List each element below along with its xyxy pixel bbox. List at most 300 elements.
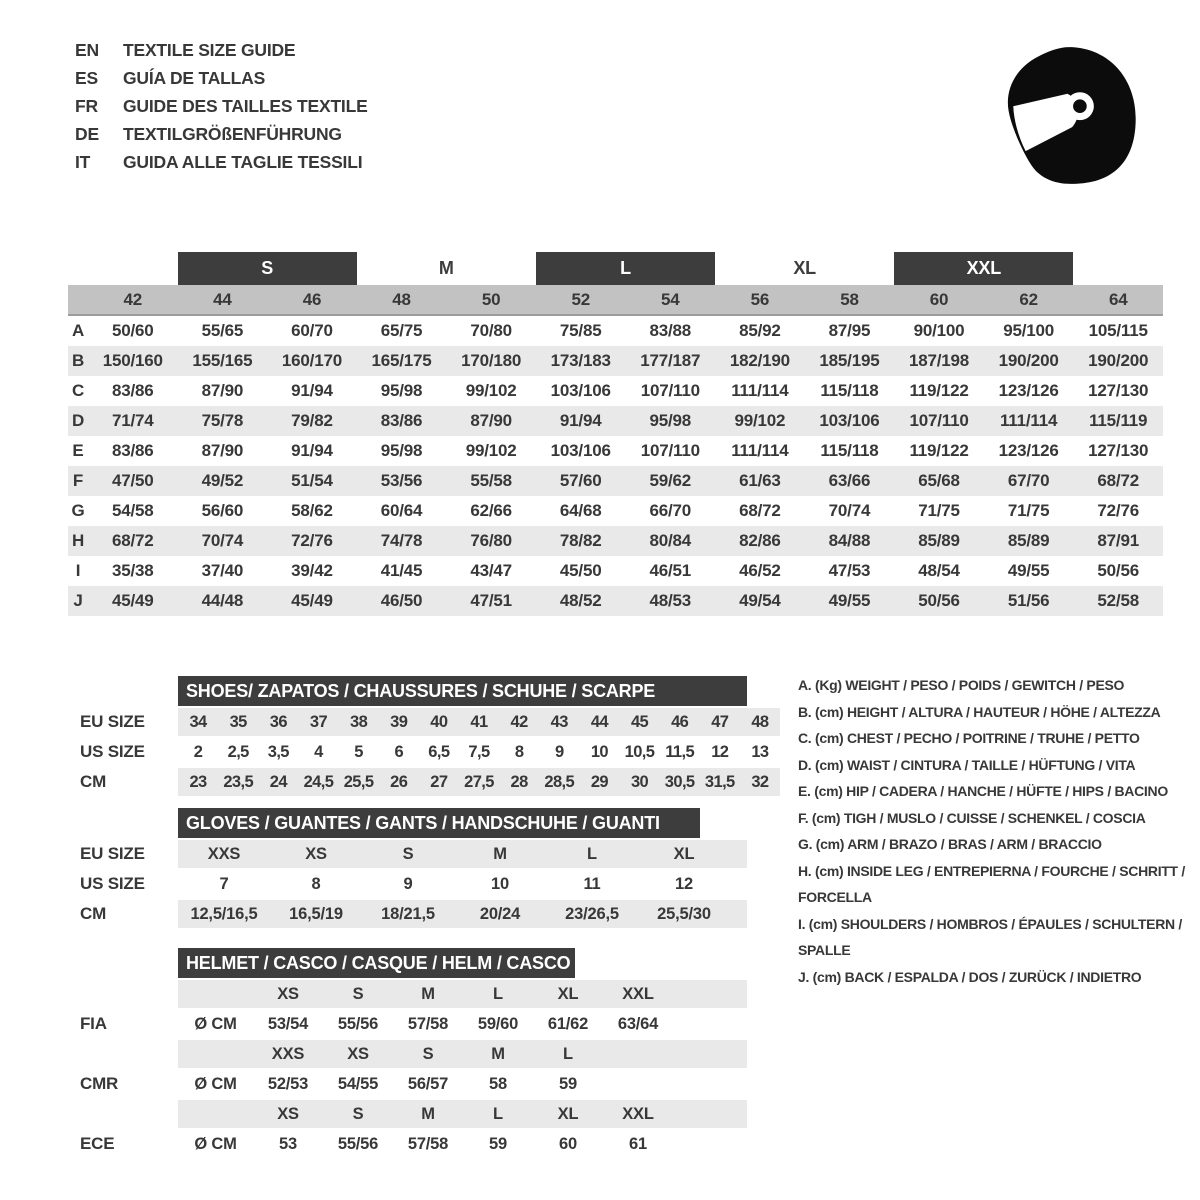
row-value: 59	[489, 1134, 507, 1153]
row-label: EU SIZE	[80, 712, 145, 731]
gloves-title-bar: GLOVES / GUANTES / GANTS / HANDSCHUHE / GUANTI	[178, 808, 700, 838]
row-letter: I	[75, 561, 81, 580]
row-value: 71/75	[918, 501, 960, 520]
helmet-size-row	[68, 1040, 747, 1068]
legend-item: B. (cm) HEIGHT / ALTURA / HAUTEUR / HÖHE / ALTEZZA	[798, 703, 1161, 720]
row-value: 50/56	[918, 591, 960, 610]
table-row	[68, 556, 1163, 586]
row-value: 177/187	[640, 351, 701, 370]
row-value: 23/26,5	[565, 904, 619, 923]
row-value: 59/62	[649, 471, 692, 490]
row-value: 24	[269, 772, 287, 791]
row-value: 49/52	[201, 471, 244, 490]
row-letter: C	[71, 381, 85, 400]
size-label: XS	[277, 984, 299, 1003]
row-value: 99/102	[734, 411, 786, 430]
size-number: 60	[929, 289, 949, 309]
row-value: 111/114	[731, 441, 789, 460]
size-label: L	[563, 1044, 573, 1063]
row-value: 11,5	[665, 742, 695, 761]
row-value: 6,5	[428, 742, 450, 761]
row-value: 49/54	[739, 591, 781, 610]
row-value: 10,5	[624, 742, 655, 761]
row-value: 61	[629, 1134, 647, 1153]
row-letter: D	[71, 411, 85, 430]
row-label: CM	[80, 904, 107, 923]
language-list	[75, 36, 368, 176]
row-value: 83/86	[112, 441, 154, 460]
size-number: 50	[481, 289, 501, 309]
row-value: 30	[630, 772, 649, 791]
row-value: 8	[514, 742, 524, 761]
row-value: 115/118	[820, 441, 879, 460]
row-value: 87/90	[470, 411, 512, 430]
row-value: 150/160	[102, 351, 163, 370]
row-value: 91/94	[291, 441, 333, 460]
row-label	[68, 1100, 178, 1128]
row-value: 36	[269, 712, 287, 731]
row-value: 70/74	[201, 531, 244, 550]
row-value: 27,5	[464, 772, 494, 791]
size-label: S	[422, 1044, 434, 1063]
row-label: CM	[80, 772, 107, 791]
row-value: 49/55	[828, 591, 871, 610]
standard-label: FIA	[80, 1014, 107, 1033]
helmet-section	[68, 948, 747, 1158]
row-value: 12	[675, 874, 693, 893]
row-value: 37	[309, 712, 328, 731]
row-value: 7	[219, 874, 229, 893]
racing-helmet-icon	[990, 33, 1145, 198]
language-row	[75, 148, 368, 176]
row-value: 6	[394, 742, 404, 761]
row-value: 2	[193, 742, 203, 761]
row-value: 75/85	[559, 321, 602, 340]
legend-item: F. (cm) TIGH / MUSLO / CUISSE / SCHENKEL / COSCIA	[798, 809, 1146, 826]
row-value: 11	[583, 874, 601, 893]
row-letter: J	[73, 591, 83, 610]
row-value: 48	[751, 712, 769, 731]
row-value: 187/198	[909, 351, 970, 370]
row-value: 79/82	[291, 411, 333, 430]
row-value: 190/200	[1088, 351, 1149, 370]
gloves-section	[68, 808, 747, 928]
gloves-row	[68, 870, 747, 898]
row-value: 82/86	[739, 531, 781, 550]
row-value: 115/118	[820, 381, 879, 400]
row-letter: F	[72, 471, 84, 490]
helmet-value-row	[68, 1070, 747, 1098]
row-band	[178, 1070, 747, 1098]
row-value: 83/86	[112, 381, 154, 400]
legend-item: H. (cm) INSIDE LEG / ENTREPIERNA / FOURCHE / SCHRITT / FORCELLA	[798, 862, 1185, 905]
row-value: 57/58	[407, 1134, 449, 1153]
row-value: 60/70	[291, 321, 333, 340]
helmet-title-bar: HELMET / CASCO / CASQUE / HELM / CASCO	[178, 948, 575, 978]
row-value: 64/68	[559, 501, 602, 520]
row-value: 56/60	[201, 501, 244, 520]
row-value: 2,5	[227, 742, 249, 761]
row-value: 20/24	[479, 904, 521, 923]
row-value: 32	[751, 772, 769, 791]
row-value: 12,5/16,5	[190, 904, 258, 923]
row-value: 9	[554, 742, 564, 761]
row-value: 28	[510, 772, 528, 791]
row-value: 47/53	[828, 561, 871, 580]
size-group-xl: XL	[793, 258, 816, 278]
table-row	[68, 316, 1163, 346]
row-label	[68, 980, 178, 1008]
row-value: 50/56	[1097, 561, 1139, 580]
row-value: 90/100	[913, 321, 965, 340]
row-value: 83/86	[380, 411, 423, 430]
helmet-rows	[68, 980, 747, 1158]
size-group-s: S	[178, 252, 357, 285]
row-value: 47/51	[470, 591, 512, 610]
row-value: 99/102	[465, 381, 517, 400]
row-value: 16,5/19	[289, 904, 343, 923]
size-number: 54	[661, 289, 680, 309]
row-value: 28,5	[544, 772, 575, 791]
size-group-l: L	[536, 252, 715, 285]
shoes-row	[68, 738, 780, 766]
row-value: 41	[470, 712, 488, 731]
row-value: 57/58	[407, 1014, 449, 1033]
row-value: 85/92	[739, 321, 781, 340]
row-value: 71/75	[1007, 501, 1050, 520]
row-value: 25,5	[343, 772, 374, 791]
row-value: 52/53	[267, 1074, 309, 1093]
row-value: 54/55	[337, 1074, 379, 1093]
size-number: 56	[750, 289, 770, 309]
row-value: 37/40	[201, 561, 244, 580]
row-value: 95/98	[649, 411, 692, 430]
row-value: 10	[590, 742, 608, 761]
row-value: 24,5	[303, 772, 334, 791]
row-value: 95/98	[380, 441, 423, 460]
row-value: 12	[711, 742, 729, 761]
row-value: 58	[489, 1074, 507, 1093]
row-value: 123/126	[998, 441, 1059, 460]
language-row	[75, 36, 368, 64]
row-value: 52/58	[1097, 591, 1139, 610]
unit-cell: Ø CM	[194, 1074, 237, 1093]
row-value: 59/60	[477, 1014, 519, 1033]
row-value: XS	[305, 844, 327, 863]
row-value: 23	[189, 772, 207, 791]
row-value: 30,5	[664, 772, 695, 791]
row-value: 47/50	[112, 471, 154, 490]
row-letter: E	[72, 441, 84, 460]
language-row	[75, 92, 368, 120]
row-value: 55/58	[470, 471, 512, 490]
helmet-size-row	[68, 980, 747, 1008]
row-value: 13	[751, 742, 769, 761]
row-value: 45	[630, 712, 649, 731]
row-value: 27	[430, 772, 448, 791]
table-row	[68, 406, 1163, 436]
row-value: 48/53	[649, 591, 692, 610]
row-value: 71/74	[112, 411, 154, 430]
legend-item: E. (cm) HIP / CADERA / HANCHE / HÜFTE / HIPS / BACINO	[798, 783, 1168, 799]
row-value: 39	[390, 712, 408, 731]
row-value: 8	[311, 874, 321, 893]
row-letter: G	[71, 501, 85, 520]
row-value: 4	[314, 742, 323, 761]
shoes-title-bar: SHOES/ ZAPATOS / CHAUSSURES / SCHUHE / SCARPE	[178, 676, 747, 706]
row-value: XL	[673, 844, 695, 863]
textile-size-table	[68, 252, 1163, 616]
size-number-row	[68, 285, 1163, 316]
row-band	[178, 900, 747, 928]
size-label: XXS	[271, 1044, 305, 1063]
legend-item: C. (cm) CHEST / PECHO / POITRINE / TRUHE / PETTO	[798, 730, 1140, 746]
row-band	[178, 1010, 747, 1038]
row-value: 95/98	[380, 381, 423, 400]
row-value: 53	[279, 1134, 297, 1153]
row-value: 46/51	[649, 561, 692, 580]
size-number: 48	[392, 289, 411, 309]
row-value: 55/65	[201, 321, 244, 340]
row-value: 35/38	[112, 561, 154, 580]
row-value: 87/90	[201, 441, 244, 460]
language-label: GUIDA ALLE TAGLIE TESSILI	[123, 152, 363, 172]
row-value: 43	[550, 712, 568, 731]
row-value: 31,5	[704, 772, 735, 791]
row-band	[178, 738, 780, 766]
language-code: FR	[75, 96, 98, 116]
row-value: 87/95	[828, 321, 871, 340]
row-value: 91/94	[291, 381, 333, 400]
shoes-row	[68, 768, 780, 796]
size-number: 44	[213, 289, 232, 309]
table-row	[68, 526, 1163, 556]
row-value: 83/88	[649, 321, 692, 340]
row-value: 62/66	[470, 501, 512, 520]
row-value: 75/78	[201, 411, 244, 430]
row-value: 63/64	[617, 1014, 659, 1033]
row-value: 70/74	[828, 501, 871, 520]
language-label: TEXTILE SIZE GUIDE	[123, 40, 296, 60]
row-band	[178, 768, 780, 796]
standard-label: ECE	[80, 1134, 115, 1153]
legend-item: J. (cm) BACK / ESPALDA / DOS / ZURÜCK / INDIETRO	[798, 968, 1142, 985]
row-band	[178, 708, 780, 736]
table-row	[68, 376, 1163, 406]
table-row	[68, 466, 1163, 496]
row-value: 170/180	[461, 351, 522, 370]
row-value: 107/110	[640, 381, 700, 400]
row-value: 46/50	[380, 591, 423, 610]
row-value: 10	[491, 874, 509, 893]
row-value: 103/106	[819, 411, 880, 430]
table-row	[68, 496, 1163, 526]
size-label: XS	[347, 1044, 369, 1063]
size-group-row	[68, 252, 1163, 285]
size-label: S	[352, 1104, 364, 1123]
row-value: 115/119	[1089, 411, 1148, 430]
row-value: 46/52	[739, 561, 781, 580]
row-band	[178, 1100, 747, 1128]
row-value: 29	[590, 772, 608, 791]
row-value: 56/57	[407, 1074, 449, 1093]
row-value: 72/76	[1097, 501, 1139, 520]
row-value: 58/62	[291, 501, 333, 520]
language-code: IT	[75, 152, 91, 172]
row-value: XXS	[207, 844, 241, 863]
size-label: S	[352, 984, 364, 1003]
row-value: 45/49	[112, 591, 154, 610]
unit-cell: Ø CM	[194, 1014, 237, 1033]
row-value: 55/56	[337, 1134, 379, 1153]
size-number: 58	[840, 289, 859, 309]
row-value: 61/62	[547, 1014, 589, 1033]
row-value: 68/72	[112, 531, 154, 550]
row-value: 127/130	[1088, 381, 1149, 400]
row-value: 160/170	[281, 351, 342, 370]
row-band	[178, 1040, 747, 1068]
size-number: 42	[123, 289, 143, 309]
row-value: 85/89	[918, 531, 960, 550]
corner-cell	[68, 285, 88, 314]
size-number: 52	[571, 289, 590, 309]
size-number: 64	[1108, 289, 1128, 309]
size-number: 62	[1019, 289, 1038, 309]
size-label: M	[421, 1104, 435, 1123]
row-value: 182/190	[729, 351, 790, 370]
row-value: 65/68	[918, 471, 960, 490]
row-value: 18/21,5	[381, 904, 435, 923]
row-value: 23,5	[223, 772, 254, 791]
language-code: DE	[75, 124, 99, 144]
row-value: 68/72	[739, 501, 781, 520]
row-value: 9	[403, 874, 413, 893]
row-value: 95/100	[1003, 321, 1055, 340]
row-value: 51/56	[1007, 591, 1050, 610]
row-value: 107/110	[640, 441, 700, 460]
row-value: 119/122	[909, 381, 969, 400]
row-value: 47	[711, 712, 729, 731]
standard-label: CMR	[80, 1074, 119, 1093]
row-value: 54/58	[112, 501, 154, 520]
size-label: M	[491, 1044, 505, 1063]
row-label	[68, 1040, 178, 1068]
row-value: S	[402, 844, 414, 863]
row-band	[178, 1130, 747, 1158]
row-value: 34	[189, 712, 207, 731]
size-label: M	[421, 984, 435, 1003]
gloves-rows	[68, 840, 747, 928]
legend-item: I. (cm) SHOULDERS / HOMBROS / ÉPAULES / SCHULTERN / SPALLE	[798, 915, 1182, 958]
size-label: L	[493, 1104, 503, 1123]
row-value: 61/63	[739, 471, 781, 490]
row-value: 38	[350, 712, 368, 731]
row-value: 43/47	[470, 561, 512, 580]
row-value: 45/50	[559, 561, 602, 580]
row-value: 60	[559, 1134, 577, 1153]
language-label: TEXTILGRÖßENFÜHRUNG	[123, 124, 342, 144]
row-value: 51/54	[291, 471, 333, 490]
row-value: 155/165	[192, 351, 253, 370]
language-row	[75, 64, 368, 92]
row-value: 5	[354, 742, 363, 761]
row-value: 107/110	[909, 411, 969, 430]
row-value: 46	[671, 712, 689, 731]
row-value: 84/88	[828, 531, 871, 550]
row-value: 3,5	[267, 742, 289, 761]
gloves-row	[68, 900, 747, 928]
row-label: EU SIZE	[80, 844, 145, 863]
size-label: XS	[277, 1104, 299, 1123]
row-value: 35	[229, 712, 247, 731]
row-band	[178, 870, 747, 898]
row-value: 68/72	[1097, 471, 1139, 490]
row-value: 65/75	[380, 321, 423, 340]
row-value: 60/64	[380, 501, 423, 520]
size-label: L	[493, 984, 503, 1003]
language-code: ES	[75, 68, 98, 88]
row-value: 99/102	[465, 441, 517, 460]
row-value: 72/76	[291, 531, 333, 550]
row-value: 103/106	[550, 441, 611, 460]
size-number: 46	[302, 289, 322, 309]
row-value: 173/183	[550, 351, 611, 370]
row-value: 59	[559, 1074, 577, 1093]
row-value: 50/60	[112, 321, 154, 340]
shoes-section	[68, 676, 780, 796]
row-value: 26	[390, 772, 408, 791]
row-value: 70/80	[470, 321, 512, 340]
shoes-row	[68, 708, 780, 736]
measurement-legend	[798, 672, 1198, 990]
row-value: 185/195	[819, 351, 880, 370]
row-value: 80/84	[649, 531, 692, 550]
row-value: 123/126	[998, 381, 1059, 400]
row-value: 74/78	[380, 531, 423, 550]
size-label: XXL	[622, 1104, 654, 1123]
row-value: 7,5	[468, 742, 490, 761]
row-value: 119/122	[909, 441, 969, 460]
row-band	[178, 840, 747, 868]
row-value: 190/200	[998, 351, 1059, 370]
row-value: 103/106	[550, 381, 611, 400]
legend-item: A. (Kg) WEIGHT / PESO / POIDS / GEWITCH / PESO	[798, 677, 1125, 693]
row-value: 105/115	[1088, 321, 1148, 340]
row-value: 87/90	[201, 381, 244, 400]
row-value: 45/49	[291, 591, 333, 610]
helmet-value-row	[68, 1010, 747, 1038]
row-value: 111/114	[999, 411, 1058, 430]
row-value: 49/55	[1007, 561, 1050, 580]
size-group-m: M	[438, 258, 454, 278]
row-value: 48/54	[918, 561, 960, 580]
row-value: 76/80	[470, 531, 512, 550]
shoes-rows	[68, 708, 780, 796]
row-value: 78/82	[559, 531, 602, 550]
table-row	[68, 436, 1163, 466]
row-value: 25,5/30	[657, 904, 711, 923]
row-value: 91/94	[559, 411, 602, 430]
row-value: 165/175	[371, 351, 432, 370]
row-value: L	[587, 844, 597, 863]
row-value: 44/48	[201, 591, 244, 610]
size-label: XXL	[622, 984, 654, 1003]
language-code: EN	[75, 40, 99, 60]
size-label: XL	[557, 984, 579, 1003]
row-value: M	[493, 844, 507, 863]
legend-item: G. (cm) ARM / BRAZO / BRAS / ARM / BRACCIO	[798, 836, 1102, 852]
size-group-xxl: XXL	[894, 252, 1073, 285]
